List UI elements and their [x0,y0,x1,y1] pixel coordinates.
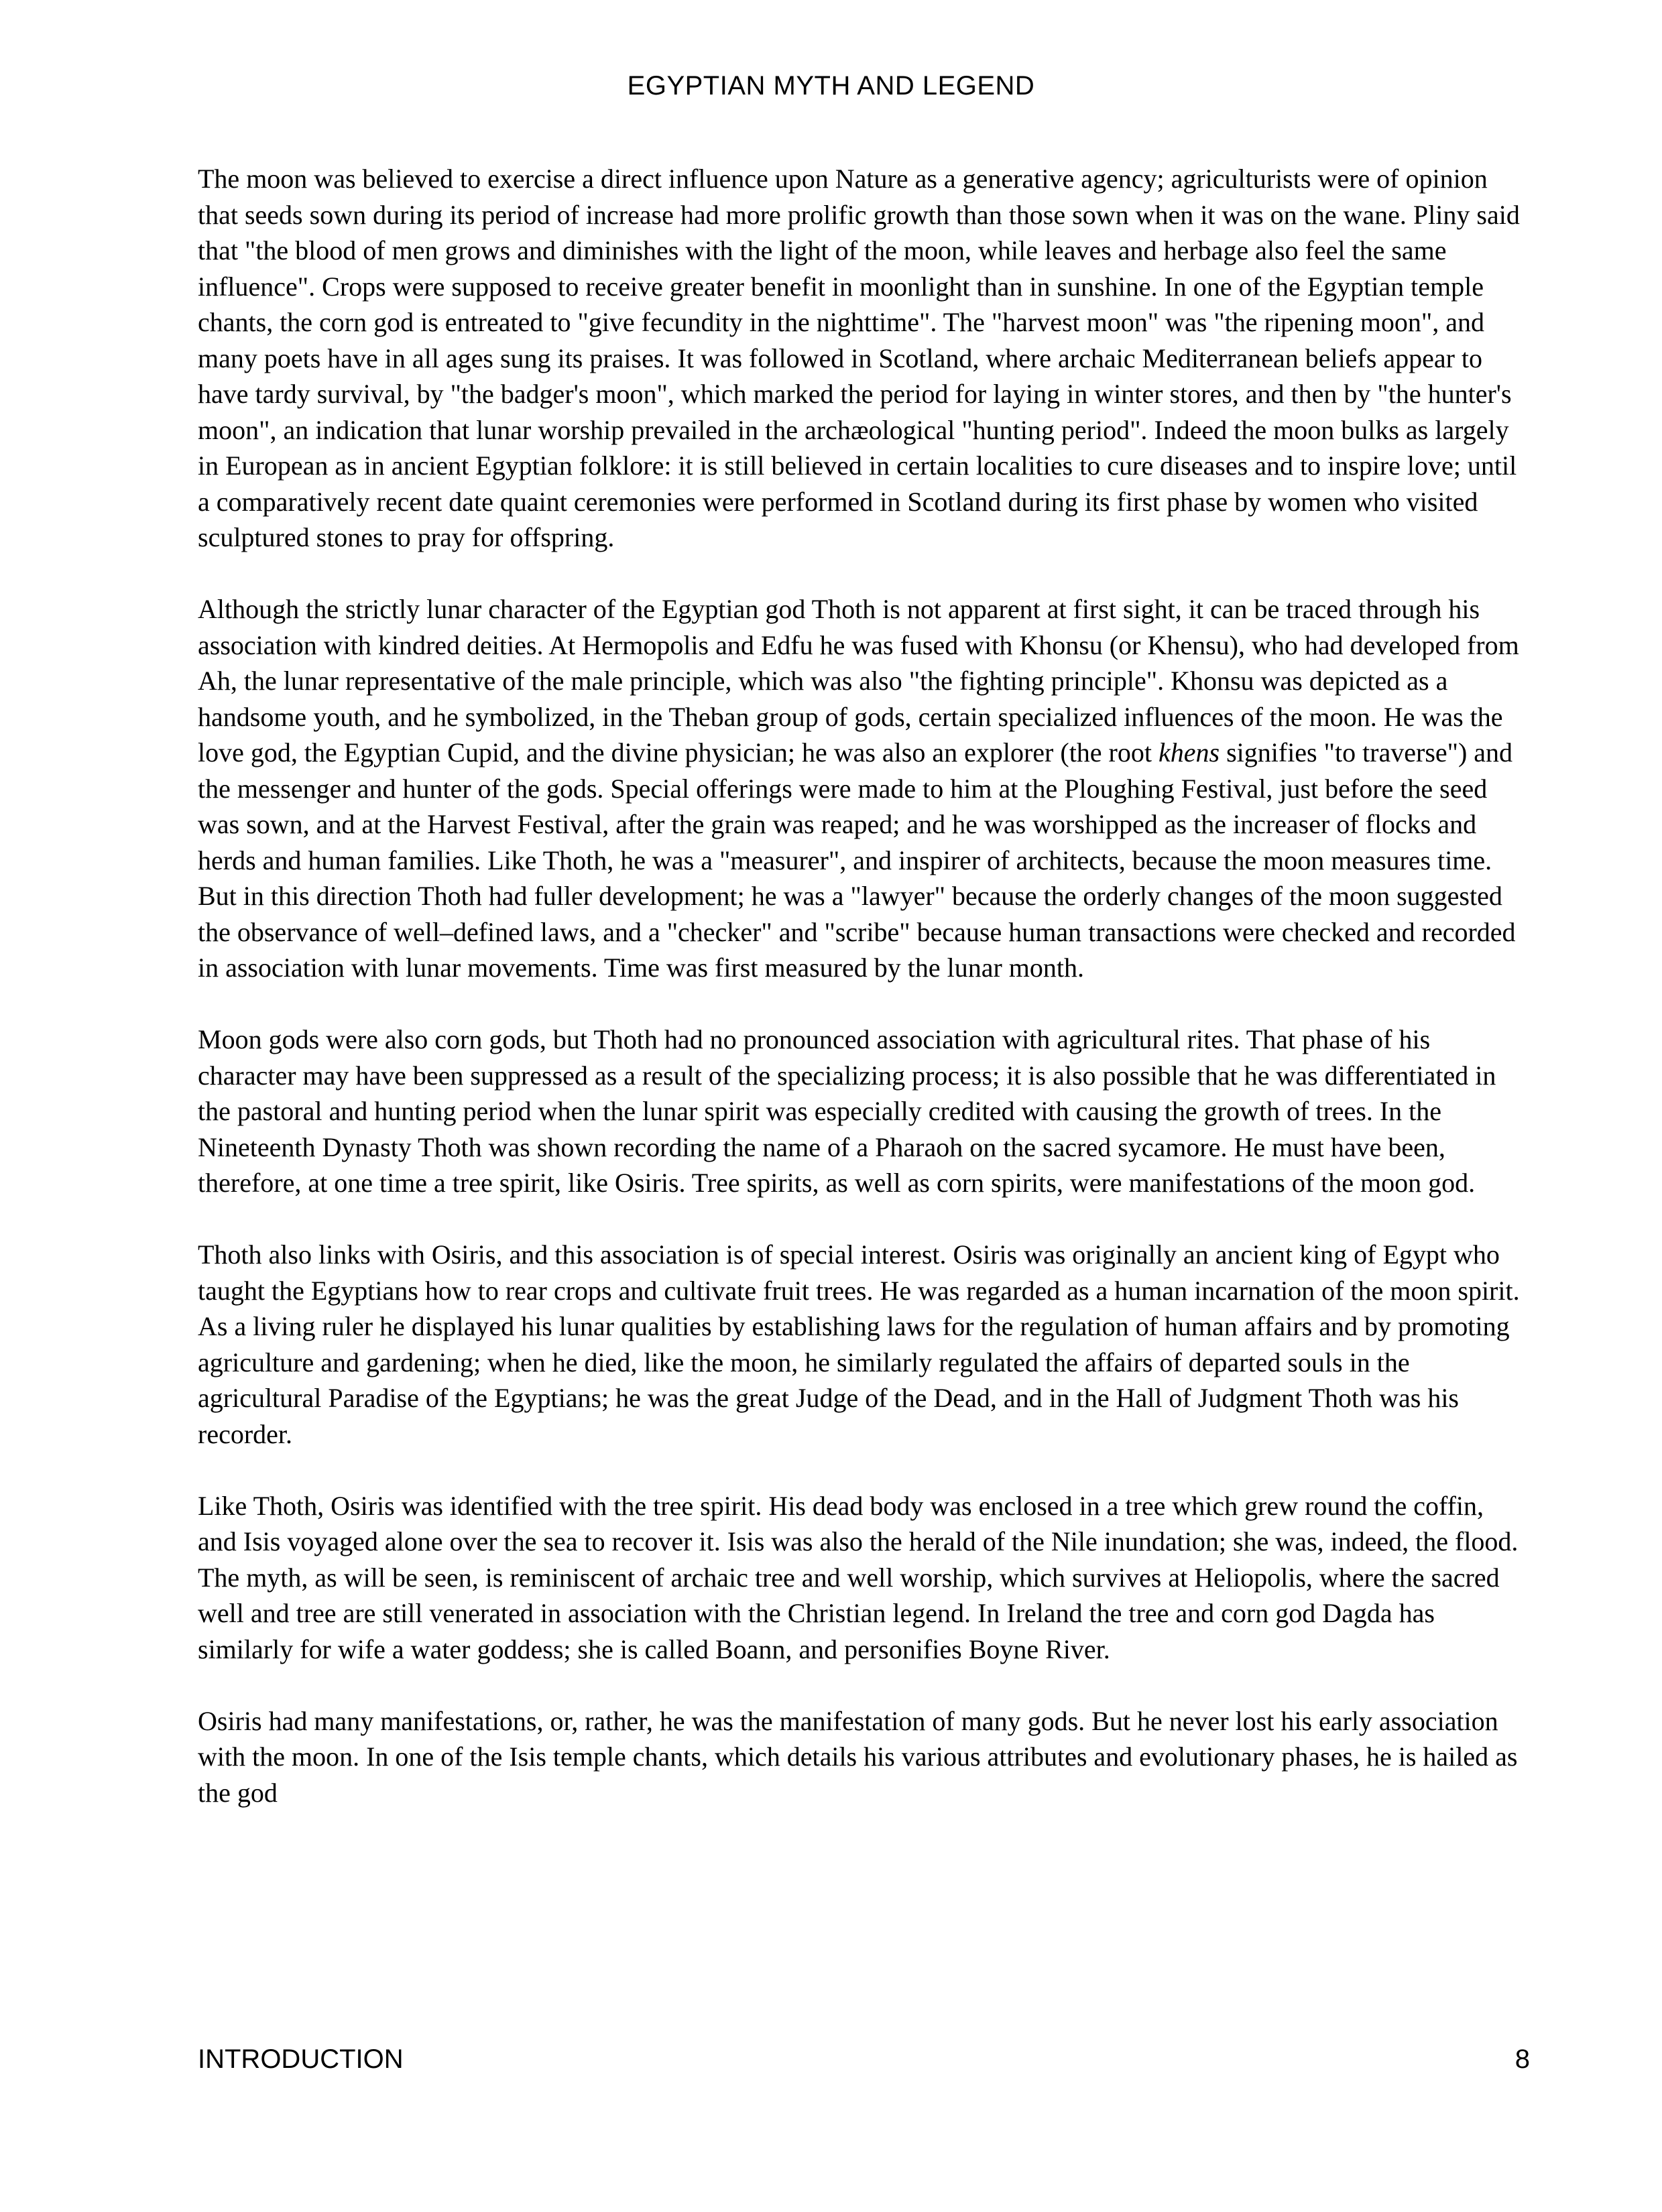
paragraph-2-part-1: Although the strictly lunar character of the Egyptian god Thoth is not apparent at first sight, it can be traced through his association with kindred deities. At Hermopolis and Edfu he was fused with Khonsu (or Khensu), who had developed from Ah, the lunar representative of the male principle, which was also "the fighting principle". Khonsu was depicted as a handsome youth, and he symbolized, in the Theban group of gods, certain specialized influences of the moon. He was the love god, the Egyptian Cupid, and the divine physician; he was also an explorer (the root [198,594,1519,767]
paragraph-2 [198,591,1525,986]
paragraph-2-part-2: signifies "to traverse") and the messenger and hunter of the gods. Special offerings were made to him at the Ploughing Festival, just before the seed was sown, and at the Harvest Festival, after the grain was reaped; and he was worshipped as the increaser of flocks and herds and human families. Like Thoth, he was a "measurer", and inspirer of architects, because the moon measures time. But in this direction Thoth had fuller development; he was a "lawyer" because the orderly changes of the moon suggested the observance of well–defined laws, and a "checker" and "scribe" because human transactions were checked and recorded in association with lunar movements. Time was first measured by the lunar month. [198,737,1516,983]
italic-term-khens: khens [1159,737,1220,767]
paragraph-6: Osiris had many manifestations, or, rather, he was the manifestation of many gods. But he never lost his early association with the moon. In one of the Isis temple chants, which details his various attributes and evolutionary phases, he is hailed as the god [198,1705,1518,1808]
paragraph-1: The moon was believed to exercise a direct influence upon Nature as a generative agency; agriculturists were of opinion that seeds sown during its period of increase had more prolific growth than those sown when it was on the wane. Pliny said that "the blood of men grows and diminishes with the light of the moon, while leaves and herbage also feel the same influence". Crops were supposed to receive greater benefit in moonlight than in sunshine. In one of the Egyptian temple chants, the corn god is entreated to "give fecundity in the nighttime". The "harvest moon" was "the ripening moon", and many poets have in all ages sung its praises. It was followed in Scotland, where archaic Mediterranean beliefs appear to have tardy survival, by "the badger's moon", which marked the period for laying in winter stores, and then by "the hunter's moon", an indication that lunar worship prevailed in the archæological "hunting period". Indeed the moon bulks as largely in European as in ancient Egyptian folklore: it is still believed in certain localities to cure diseases and to inspire love; until a comparatively recent date quaint ceremonies were performed in Scotland during its first phase by women who visited sculptured stones to pray for offspring. [198,164,1520,552]
paragraph-5: Like Thoth, Osiris was identified with the tree spirit. His dead body was enclosed in a tree which grew round the coffin, and Isis voyaged alone over the sea to recover it. Isis was also the herald of the Nile inundation; she was, indeed, the flood. The myth, as will be seen, is reminiscent of archaic tree and well worship, which survives at Heliopolis, where the sacred well and tree are still venerated in association with the Christian legend. In Ireland the tree and corn god Dagda has similarly for wife a water goddess; she is called Boann, and personifies Boyne River. [198,1490,1519,1664]
footer-section-title: INTRODUCTION [198,2044,404,2074]
body-text [198,161,1525,1847]
paragraph-4: Thoth also links with Osiris, and this association is of special interest. Osiris was originally an ancient king of Egypt who taught the Egyptians how to rear crops and cultivate fruit trees. He was regarded as a human incarnation of the moon spirit. As a living ruler he displayed his lunar qualities by establishing laws for the regulation of human affairs and by promoting agriculture and gardening; when he died, like the moon, he similarly regulated the affairs of departed souls in the agricultural Paradise of the Egyptians; he was the great Judge of the Dead, and in the Hall of Judgment Thoth was his recorder. [198,1239,1520,1449]
page-number: 8 [1515,2044,1530,2074]
paragraph-3: Moon gods were also corn gods, but Thoth had no pronounced association with agricultural rites. That phase of his character may have been suppressed as a result of the specializing process; it is also possible that he was differentiated in the pastoral and hunting period when the lunar spirit was especially credited with causing the growth of trees. In the Nineteenth Dynasty Thoth was shown recording the name of a Pharaoh on the sacred sycamore. He must have been, therefore, at one time a tree spirit, like Osiris. Tree spirits, as well as corn spirits, were manifestations of the moon god. [198,1024,1496,1198]
running-header: EGYPTIAN MYTH AND LEGEND [627,71,1035,101]
